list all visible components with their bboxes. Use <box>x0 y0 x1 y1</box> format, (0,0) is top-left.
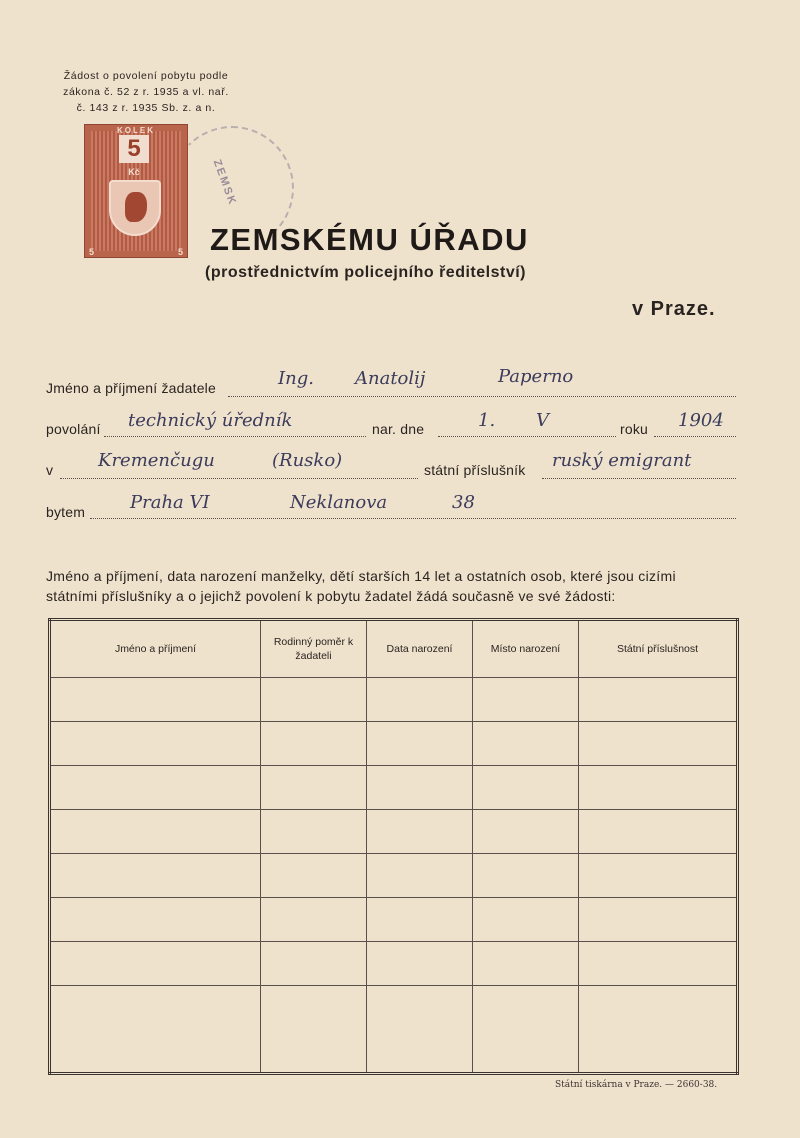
legal-line-2: zákona č. 52 z r. 1935 a vl. nař. <box>63 86 229 98</box>
table-cell[interactable] <box>473 986 579 1074</box>
table-cell[interactable] <box>367 986 473 1074</box>
table-cell[interactable] <box>261 898 367 942</box>
table-row <box>50 854 738 898</box>
table-row <box>50 810 738 854</box>
table-cell[interactable] <box>579 722 738 766</box>
table-cell[interactable] <box>261 854 367 898</box>
table-cell[interactable] <box>50 678 261 722</box>
birthplace-line <box>60 478 418 479</box>
table-cell[interactable] <box>50 810 261 854</box>
year-line <box>654 436 736 437</box>
table-cell[interactable] <box>367 766 473 810</box>
table-cell[interactable] <box>261 766 367 810</box>
profession-label: povolání <box>46 421 101 437</box>
table-cell[interactable] <box>367 942 473 986</box>
seal-text: ZEMSK <box>210 158 239 208</box>
stamp-label: KOLEK <box>117 126 155 135</box>
birth-day-value[interactable]: 1. <box>478 410 496 431</box>
residence-city-value[interactable]: Praha VI <box>130 492 210 513</box>
table-row <box>50 766 738 810</box>
table-cell[interactable] <box>261 986 367 1074</box>
table-cell[interactable] <box>473 766 579 810</box>
legal-line-3: č. 143 z r. 1935 Sb. z. a n. <box>76 102 216 114</box>
table-cell[interactable] <box>579 766 738 810</box>
residence-line <box>90 518 736 519</box>
table-cell[interactable] <box>261 678 367 722</box>
stamp-value: 5 <box>119 135 149 163</box>
coat-of-arms-icon <box>109 180 161 236</box>
year-label: roku <box>620 421 649 437</box>
header-birth-place: Místo narození <box>473 620 579 678</box>
table-cell[interactable] <box>261 810 367 854</box>
table-row <box>50 722 738 766</box>
table-cell[interactable] <box>473 854 579 898</box>
header-citizenship: Státní příslušnost <box>579 620 738 678</box>
table-cell[interactable] <box>579 942 738 986</box>
table-cell[interactable] <box>50 942 261 986</box>
table-cell[interactable] <box>367 898 473 942</box>
table-cell[interactable] <box>579 854 738 898</box>
table-cell[interactable] <box>50 766 261 810</box>
name-first-value[interactable]: Anatolij <box>355 368 426 389</box>
birthplace-label: v <box>46 462 54 478</box>
page-subtitle: (prostřednictvím policejního ředitelství) <box>205 264 526 281</box>
table-cell[interactable] <box>473 678 579 722</box>
citizenship-label: státní příslušník <box>424 462 526 478</box>
residence-number-value[interactable]: 38 <box>452 492 475 513</box>
table-cell[interactable] <box>50 986 261 1074</box>
birth-date-line <box>438 436 616 437</box>
table-cell[interactable] <box>50 854 261 898</box>
table-header-row <box>50 620 738 678</box>
table-row <box>50 942 738 986</box>
table-cell[interactable] <box>261 722 367 766</box>
profession-value[interactable]: technický úředník <box>128 410 293 431</box>
page-title: ZEMSKÉMU ÚŘADU <box>210 222 529 257</box>
family-instructions <box>46 566 766 606</box>
printer-imprint: Státní tiskárna v Praze. — 2660-38. <box>555 1080 718 1090</box>
table-cell[interactable] <box>579 898 738 942</box>
table-cell[interactable] <box>579 986 738 1074</box>
lion-icon <box>125 192 147 222</box>
name-title-value[interactable]: Ing. <box>278 368 314 389</box>
table-row <box>50 678 738 722</box>
legal-line-1: Žádost o povolení pobytu podle <box>63 70 229 82</box>
name-last-value[interactable]: Paperno <box>498 366 574 387</box>
table-cell[interactable] <box>473 942 579 986</box>
residence-street-value[interactable]: Neklanova <box>290 492 388 513</box>
stamp-currency: Kč <box>128 167 140 177</box>
family-members-table <box>48 618 739 1075</box>
table-cell[interactable] <box>473 810 579 854</box>
citizenship-value[interactable]: ruský emigrant <box>552 450 692 471</box>
birthplace-country-value[interactable]: (Rusko) <box>272 450 343 471</box>
city-line: v Praze. <box>632 298 716 320</box>
name-label: Jméno a příjmení žadatele <box>46 380 216 396</box>
profession-line <box>104 436 366 437</box>
birthplace-value[interactable]: Kremenčugu <box>98 450 215 471</box>
table-cell[interactable] <box>579 810 738 854</box>
citizenship-line <box>542 478 736 479</box>
table-cell[interactable] <box>473 898 579 942</box>
table-cell[interactable] <box>579 678 738 722</box>
instructions-line-2: státními příslušníky a o jejichž povolení k pobytu žadatel žádá současně ve své žádosti: <box>46 588 616 604</box>
table-cell[interactable] <box>367 722 473 766</box>
table-row <box>50 986 738 1074</box>
header-relation: Rodinný poměr k žadateli <box>261 620 367 678</box>
residence-label: bytem <box>46 504 86 520</box>
table-cell[interactable] <box>261 942 367 986</box>
table-cell[interactable] <box>50 722 261 766</box>
stamp-bottom-right: 5 <box>177 247 183 257</box>
table-cell[interactable] <box>367 810 473 854</box>
birth-year-value[interactable]: 1904 <box>678 410 724 431</box>
birth-date-label: nar. dne <box>372 421 425 437</box>
legal-reference <box>46 68 246 116</box>
stamp-bottom-left: 5 <box>89 247 95 257</box>
header-name: Jméno a příjmení <box>50 620 261 678</box>
table-cell[interactable] <box>50 898 261 942</box>
table-row <box>50 898 738 942</box>
table-cell[interactable] <box>367 678 473 722</box>
birth-month-value[interactable]: V <box>536 410 549 431</box>
instructions-line-1: Jméno a příjmení, data narození manželky, dětí starších 14 let a ostatních osob, které jsou cizími <box>46 568 676 584</box>
table-cell[interactable] <box>473 722 579 766</box>
table-cell[interactable] <box>367 854 473 898</box>
header-birth-date: Data narození <box>367 620 473 678</box>
name-line <box>228 396 736 397</box>
